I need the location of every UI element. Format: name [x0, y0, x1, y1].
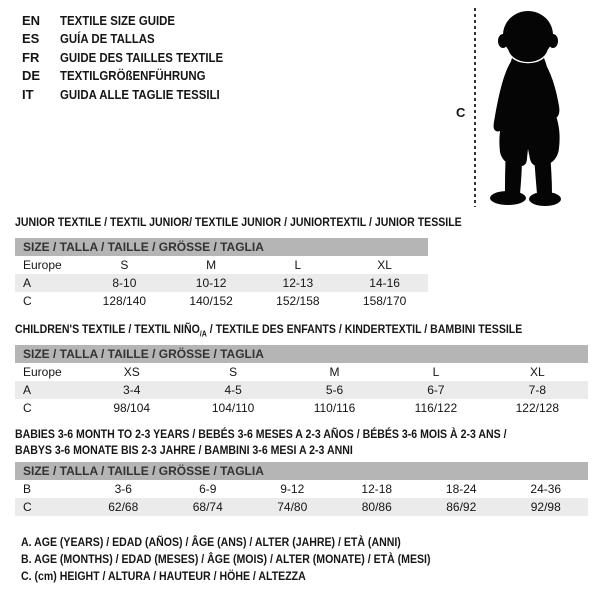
table-row [15, 399, 588, 417]
table-cell: 5-6 [325, 383, 344, 397]
table-cell: 6-9 [199, 482, 217, 496]
lang-title: GUÍA DE TALLAS [60, 31, 155, 47]
table-cell: 122/128 [515, 401, 560, 415]
table-row [15, 363, 588, 381]
footnote-c: C. (cm) HEIGHT / ALTURA / HAUTEUR / HÖHE / ALTEZZA [21, 569, 306, 583]
size-header-text: SIZE / TALLA / TAILLE / GRÖSSE / TAGLIA [23, 240, 264, 254]
junior-size-table [15, 238, 428, 310]
table-cell: 10-12 [195, 276, 227, 290]
lang-code: FR [22, 49, 40, 65]
table-cell: 4-5 [224, 383, 242, 397]
babies-size-table [15, 462, 588, 516]
table-cell: 80/86 [361, 500, 392, 514]
row-label: Europe [23, 365, 62, 379]
children-table-title [15, 322, 591, 338]
table-cell: 62/68 [108, 500, 139, 514]
table-cell: 92/98 [530, 500, 561, 514]
babies-table-title [15, 426, 574, 458]
lang-title: TEXTILGRÖßENFÜHRUNG [60, 68, 206, 84]
table-cell: 74/80 [277, 500, 308, 514]
table-cell: 86/92 [446, 500, 477, 514]
table-cell: S [229, 365, 238, 379]
table-cell: 68/74 [192, 500, 223, 514]
table-cell: M [329, 365, 340, 379]
table-cell: 24-36 [530, 482, 562, 496]
table-cell: 98/104 [113, 401, 151, 415]
table-row [15, 292, 428, 310]
lang-code: DE [22, 68, 41, 84]
table-cell: XL [529, 365, 545, 379]
toddler-silhouette-icon [480, 8, 577, 208]
table-cell: 12-18 [361, 482, 393, 496]
table-cell: 8-10 [112, 276, 137, 290]
table-cell: 3-4 [123, 383, 141, 397]
table-row [15, 256, 428, 274]
language-header [22, 11, 245, 104]
height-measure-label: C [456, 105, 466, 120]
row-label: C [23, 294, 32, 308]
table-cell: XL [377, 258, 392, 272]
lang-row-fr [22, 48, 245, 67]
table-row [15, 498, 588, 516]
size-header-text: SIZE / TALLA / TAILLE / GRÖSSE / TAGLIA [23, 347, 264, 361]
lang-code: EN [22, 12, 41, 28]
lang-code: ES [22, 31, 40, 47]
size-header-bar [15, 462, 588, 480]
footnote-a: A. AGE (YEARS) / EDAD (AÑOS) / ÂGE (ANS) / ALTER (JAHRE) / ETÀ (ANNI) [21, 535, 401, 549]
row-label: A [23, 276, 32, 290]
babies-table-title-line1: BABIES 3-6 MONTH TO 2-3 YEARS / BEBÉS 3-6 MESES A 2-3 AÑOS / BÉBÉS 3-6 MOIS À 2-3 ANS / [15, 427, 507, 441]
lang-row-de [22, 67, 245, 86]
table-row [15, 381, 588, 399]
table-cell: M [206, 258, 217, 272]
table-cell: 9-12 [280, 482, 305, 496]
lang-row-es [22, 30, 245, 49]
row-label: A [23, 383, 32, 397]
junior-table-title [15, 215, 523, 229]
table-cell: 104/110 [211, 401, 255, 415]
table-cell: L [432, 365, 440, 379]
height-measure-dashed-line [474, 8, 476, 207]
table-cell: 140/152 [189, 294, 233, 308]
size-header-text: SIZE / TALLA / TAILLE / GRÖSSE / TAGLIA [23, 464, 264, 478]
lang-title: GUIDE DES TAILLES TEXTILE [60, 49, 224, 65]
row-label: C [23, 500, 32, 514]
lang-row-en [22, 11, 245, 30]
lang-row-it [22, 85, 245, 104]
lang-title: TEXTILE SIZE GUIDE [60, 12, 176, 28]
table-cell: 18-24 [445, 482, 477, 496]
table-cell: 128/140 [102, 294, 147, 308]
table-cell: 12-13 [282, 276, 314, 290]
children-size-table [15, 345, 588, 417]
table-cell: S [120, 258, 129, 272]
table-cell: 110/116 [313, 401, 356, 415]
table-cell: L [294, 258, 302, 272]
table-cell: 116/122 [414, 401, 458, 415]
footnote-b: B. AGE (MONTHS) / EDAD (MESES) / ÂGE (MOIS) / ALTER (MONATE) / ETÀ (MESI) [21, 552, 431, 566]
row-label: Europe [23, 258, 62, 272]
table-cell: 6-7 [427, 383, 445, 397]
lang-code: IT [22, 86, 34, 102]
junior-table-title-text: JUNIOR TEXTILE / TEXTIL JUNIOR/ TEXTILE JUNIOR / JUNIORTEXTIL / JUNIOR TESSILE [15, 215, 462, 229]
lang-title: GUIDA ALLE TAGLIE TESSILI [60, 86, 220, 102]
table-cell: 3-6 [114, 482, 132, 496]
row-label: B [23, 482, 32, 496]
table-cell: 152/158 [276, 294, 320, 308]
footnotes [21, 534, 486, 585]
table-cell: 7-8 [528, 383, 546, 397]
table-cell: XS [123, 365, 140, 379]
size-header-bar [15, 238, 428, 256]
children-table-title-text: CHILDREN'S TEXTILE / TEXTIL $NIÑO_{/A}$ / TEXTILE DES ENFANTS / KINDERTEXTIL / BAMBINI TESSILE [15, 322, 523, 339]
table-cell: 158/170 [362, 294, 407, 308]
row-label: C [23, 401, 32, 415]
babies-table-title-line2: BABYS 3-6 MONATE BIS 2-3 JAHRE / BAMBINI 3-6 MESI A 2-3 ANNI [15, 443, 353, 457]
table-row [15, 480, 588, 498]
size-header-bar [15, 345, 588, 363]
table-row [15, 274, 428, 292]
table-cell: 14-16 [369, 276, 400, 290]
